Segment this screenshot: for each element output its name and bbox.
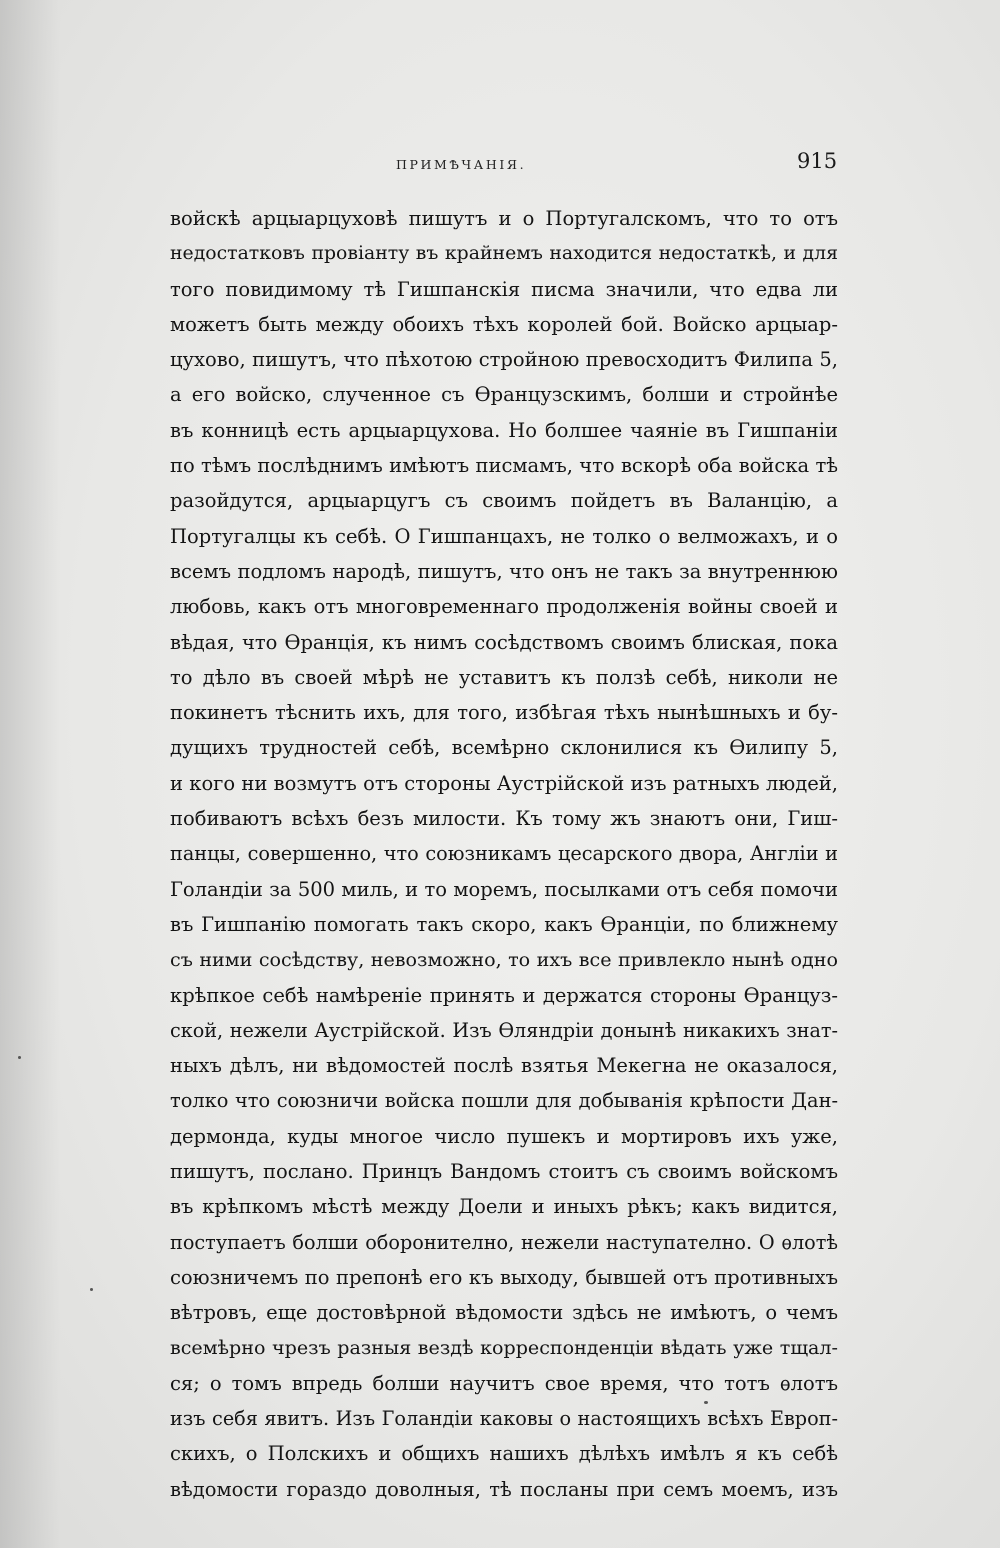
text-line: покинетъ тѣснить ихъ, для того, избѣгая тѣхъ нынѣшныхъ и бу-: [170, 701, 838, 725]
text-line: цухово, пишутъ, что пѣхотою стройною превосходитъ Филипа 5,: [170, 348, 838, 372]
body-text: [170, 201, 838, 1507]
page-number: 915: [797, 149, 838, 173]
text-line: союзничемъ по препонѣ его къ выходу, бывшей отъ противныхъ: [170, 1265, 838, 1289]
text-line: то дѣло въ своей мѣрѣ не уставитъ къ ползѣ себѣ, николи не: [170, 665, 838, 689]
text-line: ся; о томъ впредь болши научитъ свое время, что тотъ ѳлотъ: [170, 1371, 838, 1395]
text-line: по тѣмъ послѣднимъ имѣютъ писмамъ, что вскорѣ оба войска тѣ: [170, 454, 838, 478]
text-line: вѣтровъ, еще достовѣрной вѣдомости здѣсь не имѣютъ, о чемъ: [170, 1301, 838, 1325]
text-line: въ крѣпкомъ мѣстѣ между Доели и иныхъ рѣкъ; какъ видится,: [170, 1195, 838, 1219]
text-line: разойдутся, арцыарцугъ съ своимъ пойдетъ въ Валанцію, а: [170, 489, 838, 513]
text-line: всемѣрно чрезъ разныя вездѣ корреспонденціи вѣдать уже тщал-: [170, 1336, 838, 1359]
text-line: войскѣ арцыарцуховѣ пишутъ и о Португалскомъ, что то отъ: [170, 207, 838, 230]
paper-speck: [18, 1056, 21, 1059]
text-line: вѣдомости гораздо доволныя, тѣ посланы при семъ моемъ, изъ: [170, 1477, 838, 1501]
text-line: недостатковъ провіанту въ крайнемъ находится недостаткѣ, и для: [170, 243, 838, 265]
text-line: скихъ, о Полскихъ и общихъ нашихъ дѣлѣхъ имѣлъ я къ себѣ: [170, 1442, 838, 1466]
text-line: всемъ подломъ народѣ, пишутъ, что онъ не такъ за внутреннюю: [170, 559, 838, 583]
text-line: пишутъ, послано. Принцъ Вандомъ стоитъ съ своимъ войскомъ: [170, 1160, 838, 1184]
text-line: панцы, совершенно, что союзникамъ цесарского двора, Англіи и: [170, 842, 838, 866]
text-line: можетъ быть между обоихъ тѣхъ королей бой. Войско арцыар-: [170, 312, 838, 336]
text-line: поступаетъ болши оборонително, нежели наступателно. О ѳлотѣ: [170, 1230, 838, 1254]
text-line: толко что союзничи войска пошли для добыванія крѣпости Дан-: [170, 1089, 838, 1113]
paper-speck: [90, 1288, 93, 1291]
text-line: ской, нежели Аустрійской. Изъ Ѳляндріи донынѣ никакихъ знат-: [170, 1018, 838, 1042]
text-line: въ Гишпанію помогать такъ скоро, какъ Ѳранціи, по ближнему: [170, 912, 838, 936]
text-line: побиваютъ всѣхъ безъ милости. Къ тому жъ знаютъ они, Гиш-: [170, 807, 838, 831]
text-line: изъ себя явитъ. Изъ Голандіи каковы о настоящихъ всѣхъ Европ-: [170, 1407, 838, 1431]
text-line: любовь, какъ отъ многовременнаго продолженія войны своей и: [170, 595, 838, 619]
text-line: дермонда, куды многое число пушекъ и мортировъ ихъ уже,: [170, 1124, 838, 1148]
text-line: того повидимому тѣ Гишпанскія писма значили, что едва ли: [170, 277, 838, 301]
text-line: въ конницѣ есть арцыарцухова. Но болшее чаяніе въ Гишпаніи: [170, 418, 838, 442]
text-line: Португалцы къ себѣ. О Гишпанцахъ, не толко о велможахъ, и о: [170, 524, 838, 548]
text-line: ныхъ дѣлъ, ни вѣдомостей послѣ взятья Мекегна не оказалося,: [170, 1054, 838, 1078]
text-line: а его войско, слученное съ Ѳранцузскимъ, болши и стройнѣе: [170, 383, 838, 407]
running-head: ПРИМѢЧАНІЯ.: [396, 157, 527, 172]
text-line: Голандіи за 500 миль, и то моремъ, посылками отъ себя помочи: [170, 877, 838, 901]
text-line: крѣпкое себѣ намѣреніе принять и держатся стороны Ѳранцуз-: [170, 983, 838, 1007]
paper-speck: [704, 1401, 708, 1404]
text-line: съ ними сосѣдству, невозможно, то ихъ все привлекло нынѣ одно: [170, 948, 838, 972]
gutter-shadow: [0, 0, 60, 1548]
text-line: и кого ни возмутъ отъ стороны Аустрійской изъ ратныхъ людей,: [170, 771, 838, 795]
text-line: вѣдая, что Ѳранція, къ нимъ сосѣдствомъ своимъ блиская, пока: [170, 630, 838, 654]
text-line: дущихъ трудностей себѣ, всемѣрно склонилися къ Ѳилипу 5,: [170, 736, 838, 760]
